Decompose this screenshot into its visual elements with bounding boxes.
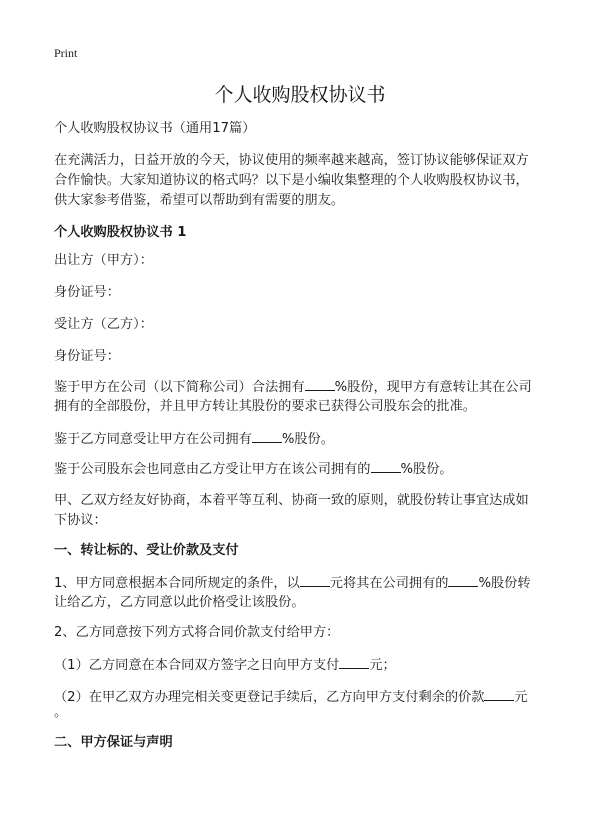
clause-1-text-b: 元将其在公司拥有的	[329, 576, 449, 591]
clause-1-line-2: 让给乙方，乙方同意以此价格受让该股份。	[54, 595, 305, 610]
heading-two: 二、甲方保证与声明	[54, 735, 173, 750]
blank-line	[448, 572, 478, 587]
blank-line	[300, 572, 330, 587]
agreement-line-2: 下协议：	[54, 513, 107, 528]
clause-2-item-1	[54, 654, 554, 677]
clause-1-text-a: 1、甲方同意根据本合同所规定的条件，以	[54, 576, 300, 591]
recital-2-text-b: %股份。	[281, 432, 334, 447]
recital-3-text-b: %股份。	[400, 462, 453, 477]
recital-2-text-a: 鉴于乙方同意受让甲方在公司拥有	[54, 432, 252, 447]
heading-one: 一、转让标的、受让价款及支付	[54, 543, 239, 558]
clause-2-item-2-text-b: 元	[514, 690, 528, 705]
clause-2-item-2-text-a: （2）在甲乙双方办理完相关变更登记手续后，乙方向甲方支付剩余的价款	[54, 690, 485, 705]
clause-2: 2、乙方同意按下列方式将合同价款支付给甲方：	[54, 625, 340, 640]
blank-line	[339, 654, 369, 669]
intro-line-1: 在充满活力，日益开放的今天，协议使用的频率越来越高，签订协议能够保证双方	[54, 153, 529, 168]
blank-line	[305, 376, 335, 391]
intro-line-2: 合作愉快。大家知道协议的格式吗？以下是小编收集整理的个人收购股权协议书，	[54, 173, 529, 188]
blank-line	[371, 458, 401, 473]
recital-3-text-a: 鉴于公司股东会也同意由乙方受让甲方在该公司拥有的	[54, 462, 371, 477]
blank-line	[484, 686, 514, 701]
intro-line-3: 供大家参考借鉴，希望可以帮助到有需要的朋友。	[54, 193, 345, 208]
id-b-label: 身份证号：	[54, 349, 120, 364]
recital-1-text-a: 鉴于甲方在公司（以下简称公司）合法拥有	[54, 380, 305, 395]
clause-2-item-1-text-a: （1）乙方同意在本合同双方签字之日向甲方支付	[54, 658, 340, 673]
agreement-line-1: 甲、乙双方经友好协商，本着平等互利、协商一致的原则，就股份转让事宜达成如	[54, 493, 529, 508]
blank-line	[252, 428, 282, 443]
section-heading: 个人收购股权协议书 1	[54, 225, 187, 240]
document-subtitle: 个人收购股权协议书（通用17篇）	[54, 121, 256, 136]
recital-1-text-b: %股份，现甲方有意转让其在公司	[334, 380, 532, 395]
clause-2-item-1-text-b: 元；	[369, 658, 396, 673]
clause-2-item-2-end: 。	[54, 705, 68, 720]
party-b-label: 受让方（乙方）：	[54, 317, 153, 332]
print-label: Print	[54, 46, 78, 60]
recital-1-line-2: 拥有的全部股份，并且甲方转让其股份的要求已获得公司股东会的批准。	[54, 399, 476, 414]
party-a-label: 出让方（甲方）：	[54, 253, 153, 268]
clause-1-text-c: %股份转	[478, 576, 531, 591]
recital-2	[54, 428, 554, 451]
recital-3	[54, 458, 554, 481]
document-title: 个人收购股权协议书	[214, 84, 386, 106]
id-a-label: 身份证号：	[54, 285, 120, 300]
